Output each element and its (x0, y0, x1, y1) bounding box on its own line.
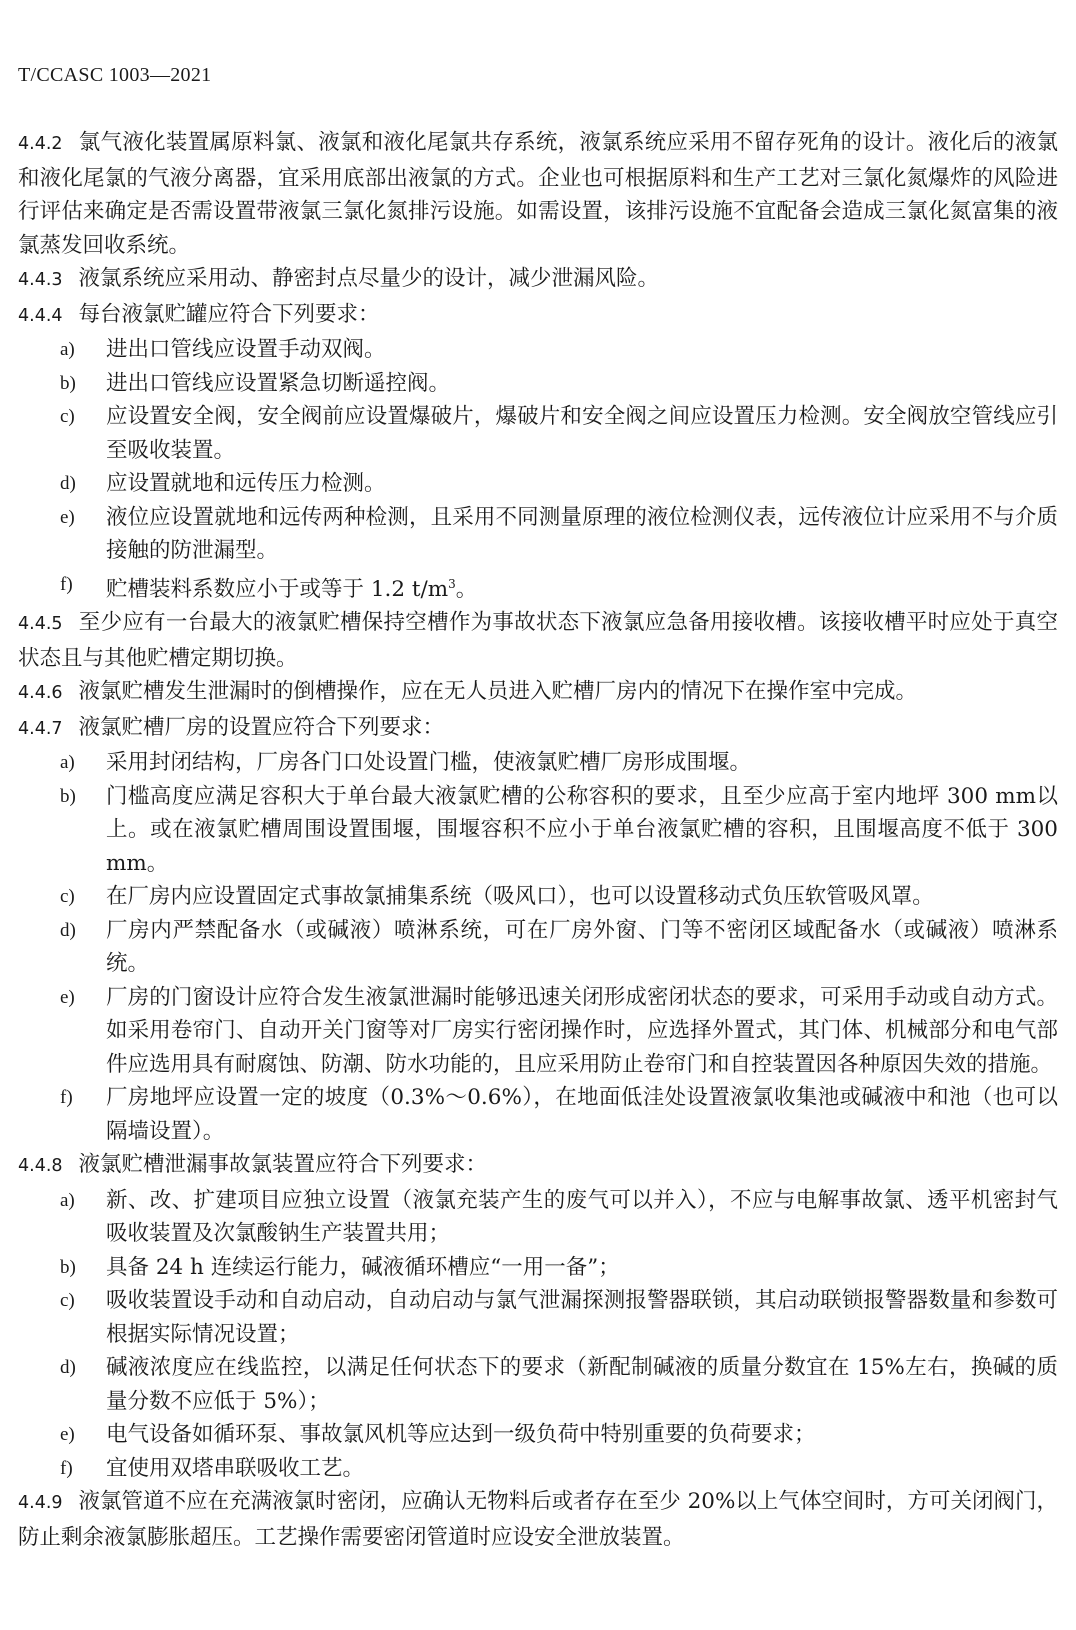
list-item-label: d) (60, 919, 76, 941)
list-item-label: a) (60, 1189, 75, 1211)
list-item-body: 应设置就地和远传压力检测。 (106, 471, 386, 496)
clause-4-4-2 (18, 126, 1058, 262)
list-item (18, 501, 1058, 568)
list-item-text (106, 1284, 1058, 1351)
list-item-body: 厂房内严禁配备水（或碱液）喷淋系统，可在厂房外窗、门等不密闭区域配备水（或碱液）喷淋系统。 (106, 917, 1058, 977)
clause-text: 液氯管道不应在充满液氯时密闭，应确认无物料后或者存在至少 20%以上气体空间时，方可关闭阀门，防止剩余液氯膨胀超压。工艺操作需要密闭管道时应设安全泄放装置。 (18, 1489, 1058, 1550)
list-item (18, 1452, 1058, 1486)
list-item-body: 进出口管线应设置紧急切断遥控阀。 (106, 370, 451, 396)
clause-4-4-6 (18, 675, 1058, 711)
list-item-body: 吸收装置设手动和自动启动，自动启动与氯气泄漏探测报警器联锁，其启动联锁报警器数量和参数可根据实际情况设置； (106, 1288, 1058, 1347)
list-item-label: d) (60, 1357, 76, 1379)
list-item-label: a) (60, 339, 75, 360)
list-item-text (106, 981, 1058, 1082)
clause-text: 至少应有一台最大的液氯贮槽保持空槽作为事故状态下液氯应急备用接收槽。该接收槽平时应处于真空状态且与其他贮槽定期切换。 (18, 610, 1058, 671)
list-item (18, 1351, 1058, 1418)
list-item (18, 880, 1058, 914)
list-item-body: 厂房地坪应设置一定的坡度（0.3%～0.6%），在地面低洼处设置液氯收集池或碱液中和池（也可以隔墙设置）。 (106, 1085, 1058, 1144)
list-item-body: 具备 24 h 连续运行能力，碱液循环槽应“一用一备”； (106, 1254, 620, 1280)
clause-number: 4.4.7 (18, 718, 63, 739)
clause-text: 液氯贮槽发生泄漏时的倒槽操作，应在无人员进入贮槽厂房内的情况下在操作室中完成。 (78, 679, 918, 705)
list-item-body: 采用封闭结构，厂房各门口处设置门槛，使液氯贮槽厂房形成围堰。 (106, 750, 752, 776)
list-item-text (106, 914, 1058, 981)
clause-number: 4.4.3 (18, 270, 63, 290)
list-item-label: f) (60, 1457, 73, 1479)
clause-4-4-7 (18, 711, 1058, 747)
clause-4-4-5 (18, 606, 1058, 675)
list-item-text (106, 1081, 1058, 1148)
list-item (18, 981, 1058, 1082)
list-item (18, 1418, 1058, 1452)
list-item-label: b) (60, 372, 76, 394)
clause-text: 液氯贮槽厂房的设置应符合下列要求： (78, 714, 445, 740)
list-item-label: b) (60, 1256, 76, 1278)
clause-number: 4.4.8 (18, 1156, 63, 1177)
list-item-tail: 。 (455, 576, 478, 602)
list-item (18, 1081, 1058, 1148)
clause-4-4-9 (18, 1485, 1058, 1554)
document-body (18, 126, 1058, 1554)
list-item-body: 液位应设置就地和远传两种检测，且采用不同测量原理的液位检测仪表，远传液位计应采用不与介质接触的防泄漏型。 (106, 504, 1058, 563)
list-item-text (106, 746, 1058, 780)
list-item-body: 碱液浓度应在线监控，以满足任何状态下的要求（新配制碱液的质量分数宜在 15%左右，换碱的质量分数不应低于 5%）； (106, 1355, 1058, 1414)
list-item-text (106, 1452, 1058, 1486)
list-item-body: 新、改、扩建项目应独立设置（液氯充装产生的废气可以并入），不应与电解事故氯、透平机密封气吸收装置及次氯酸钠生产装置共用； (106, 1187, 1058, 1247)
list-item (18, 1251, 1058, 1285)
list-item (18, 467, 1058, 501)
list-item-body: 电气设备如循环泵、事故氯风机等应达到一级负荷中特别重要的负荷要求； (106, 1422, 816, 1448)
list-item-label: e) (60, 1424, 75, 1446)
list-item-body: 宜使用双塔串联吸收工艺。 (106, 1455, 365, 1481)
clause-4-4-4 (18, 298, 1058, 334)
clause-text: 液氯贮槽泄漏事故氯装置应符合下列要求： (78, 1152, 488, 1178)
list-item-label: c) (60, 886, 75, 908)
clause-4-4-8 (18, 1148, 1058, 1184)
list-item-text (106, 333, 1058, 367)
list-item-body: 门槛高度应满足容积大于单台最大液氯贮槽的公称容积的要求，且至少应高于室内地坪 300 mm以上。或在液氯贮槽周围设置围堰，围堰容积不应小于单台液氯贮槽的容积，且围堰高度不低于 300 mm。 (106, 783, 1058, 876)
list-item-text (106, 780, 1058, 881)
list-item (18, 746, 1058, 780)
list-item-text (106, 880, 1058, 914)
list-item-label: f) (60, 573, 73, 595)
list-item-label: c) (60, 1290, 75, 1312)
list-item-text (106, 501, 1058, 568)
list-item-label: f) (60, 1087, 73, 1109)
list-item-label: a) (60, 752, 75, 774)
clause-number: 4.4.6 (18, 683, 63, 704)
list-item-label: b) (60, 785, 76, 807)
clause-number: 4.4.2 (18, 134, 63, 154)
list-item (18, 400, 1058, 467)
list-item-label: c) (60, 406, 75, 427)
clause-text: 液氯系统应采用动、静密封点尽量少的设计，减少泄漏风险。 (78, 266, 660, 291)
list-item-text (106, 1251, 1058, 1285)
standard-number: T/CCASC 1003—2021 (18, 64, 212, 86)
clause-text: 每台液氯贮罐应符合下列要求： (78, 301, 380, 327)
list-item-body: 进出口管线应设置手动双阀。 (106, 337, 386, 362)
list-item-text (106, 568, 1058, 607)
unit-superscript: 3 (448, 576, 456, 591)
clause-text: 氯气液化装置属原料氯、液氯和液化尾氯共存系统，液氯系统应采用不留存死角的设计。液化后的液氯和液化尾氯的气液分离器，宜采用底部出液氯的方式。企业也可根据原料和生产工艺对三氯化氮爆炸的风险进行评估来确定是否需设置带液氯三氯化氮排污设施。如需设置，该排污设施不宜配备会造成三氯化氮富集的液氯蒸发回收系统。 (18, 130, 1058, 258)
list-item (18, 1184, 1058, 1251)
list-item-text (106, 467, 1058, 501)
list-item-text (106, 1418, 1058, 1452)
list-item (18, 914, 1058, 981)
list-item-label: d) (60, 473, 76, 494)
list-item-label: e) (60, 506, 75, 528)
list-item-body: 在厂房内应设置固定式事故氯捕集系统（吸风口），也可以设置移动式负压软管吸风罩。 (106, 884, 934, 910)
clause-number: 4.4.5 (18, 614, 63, 635)
list-item-text (106, 400, 1058, 467)
list-item (18, 1284, 1058, 1351)
list-item-body: 厂房的门窗设计应符合发生液氯泄漏时能够迅速关闭形成密闭状态的要求，可采用手动或自动方式。如采用卷帘门、自动开关门窗等对厂房实行密闭操作时，应选择外置式，其门体、机械部分和电气部件应选用具有耐腐蚀、防潮、防水功能的，且应采用防止卷帘门和自控装置因各种原因失效的措施。 (106, 984, 1058, 1077)
list-item (18, 333, 1058, 367)
clause-number: 4.4.4 (18, 305, 63, 326)
list-item-text (106, 1184, 1058, 1251)
list-item (18, 367, 1058, 401)
clause-number: 4.4.9 (18, 1493, 63, 1514)
list-item-text (106, 367, 1058, 401)
clause-4-4-3 (18, 262, 1058, 298)
list-item-body: 贮槽装料系数应小于或等于 1.2 t/m (106, 576, 449, 602)
list-item (18, 780, 1058, 881)
list-item-body: 应设置安全阀，安全阀前应设置爆破片，爆破片和安全阀之间应设置压力检测。安全阀放空管线应引至吸收装置。 (106, 404, 1058, 463)
list-item-text (106, 1351, 1058, 1418)
list-item (18, 568, 1058, 607)
list-item-label: e) (60, 986, 75, 1008)
